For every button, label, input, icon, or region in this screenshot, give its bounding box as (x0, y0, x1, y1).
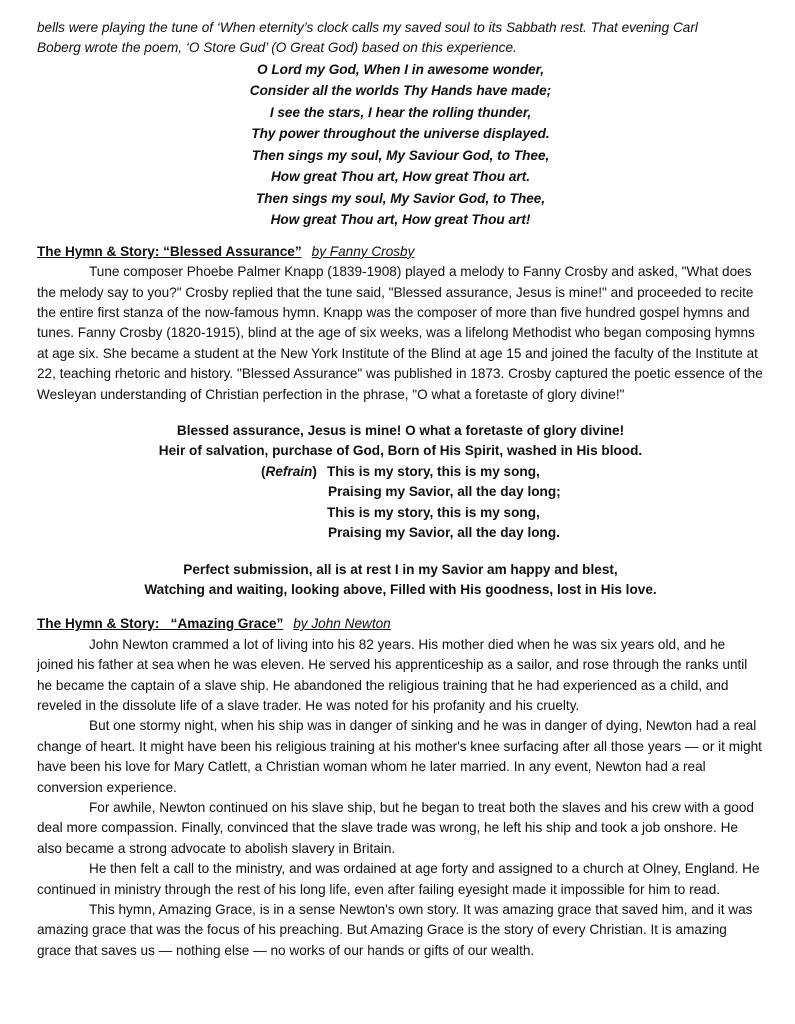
hymn-line: Blessed assurance, Jesus is mine! O what a foretaste of glory divine! (176, 423, 625, 439)
verse-line: Then sings my soul, My Saviour God, to Thee, (251, 147, 550, 163)
hymn-line: Perfect submission, all is at rest I in my Savior am happy and blest, (183, 561, 618, 577)
refrain-label: (Refrain) (261, 463, 317, 479)
verse-line: Consider all the worlds Thy Hands have made; (249, 83, 552, 99)
blessed-assurance-hymn (37, 421, 764, 600)
verse-line: I see the stars, I hear the rolling thunder, (269, 104, 532, 120)
section-author: by Fanny Crosby (311, 243, 415, 259)
section-title: The Hymn & Story: “Blessed Assurance” (37, 243, 302, 259)
refrain-line: Praising my Savior, all the day long. (328, 525, 560, 541)
intro-line: Boberg wrote the poem, ‘O Store Gud’ (O Great God) based on this experience. (37, 40, 517, 56)
section-heading-blessed-assurance (37, 242, 764, 262)
intro-line: bells were playing the tune of ‘When eternity’s clock calls my saved soul to its Sabbath rest. That evening Carl (37, 20, 698, 35)
document-page (37, 18, 764, 961)
hymn-line: Heir of salvation, purchase of God, Born of His Spirit, washed in His blood. (158, 443, 643, 459)
refrain-block (37, 462, 764, 544)
verse-line: Then sings my soul, My Savior God, to Thee, (255, 190, 546, 206)
section-paragraph: But one stormy night, when his ship was in danger of sinking and he was in danger of dying, Newton had a real change of heart. It might have been his religious training at his mother's knee surfacing after all those years — or it might have been his love for Mary Catlett, a Christian woman whom he later married. In any event, Newton had a real conversion experience. (37, 718, 762, 795)
section-paragraph: For awhile, Newton continued on his slave ship, but he began to treat both the slaves and his crew with a good deal more compassion. Finally, convinced that the slave trade was wrong, he left his ship and took a job onshore. He also became a strong advocate to abolish slavery in Britain. (37, 799, 754, 856)
refrain-line: This is my story, this is my song, (327, 504, 540, 520)
section-paragraph: He then felt a call to the ministry, and was ordained at age forty and assigned to a church at Olney, England. He continued in ministry through the rest of his long life, even after failing eyesight made it impossible for him to read. (37, 861, 760, 897)
verse-line: How great Thou art, How great Thou art! (270, 212, 531, 228)
verse-line: O Lord my God, When I in awesome wonder, (256, 61, 544, 77)
section-paragraph: This hymn, Amazing Grace, is in a sense Newton's own story. It was amazing grace that saved him, and it was amazing grace that was the focus of his preaching. But Amazing Grace is the story of every Christian. It is amazing grace that saves us — nothing else — no works of our hands or gifts of our wealth. (37, 902, 753, 958)
refrain-line: Praising my Savior, all the day long; (328, 484, 561, 500)
section-author: by John Newton (293, 616, 391, 632)
intro-text (37, 18, 764, 59)
section-paragraph: John Newton crammed a lot of living into his 82 years. His mother died when he was six years old, and he joined his father at sea when he was eleven. He served his apprenticeship as a sailor, and rose through the ranks until he became the captain of a slave ship. He abandoned the religious training that he had experienced as a child, and reveled in the dissolute life of a slave trader. He was noted for his profanity and his cruelty. (37, 636, 748, 713)
hymn-line: Watching and waiting, looking above, Filled with His goodness, lost in His love. (144, 581, 657, 597)
verse-line: How great Thou art, How great Thou art. (270, 169, 531, 185)
verse-line: Thy power throughout the universe displayed. (251, 126, 550, 142)
refrain-line: This is my story, this is my song, (327, 463, 540, 479)
section-heading-amazing-grace (37, 614, 764, 634)
how-great-thou-art-verse (37, 59, 764, 231)
section-title: The Hymn & Story: “Amazing Grace” (37, 616, 284, 632)
refrain-label-text: Refrain (265, 463, 313, 479)
section-paragraph: Tune composer Phoebe Palmer Knapp (1839-1908) played a melody to Fanny Crosby and asked, "What does the melody say to you?" Crosby replied that the tune said, "Blessed assurance, Jesus is mine!" and proceeded to recite the entire first stanza of the now-famous hymn. Knapp was the composer of more than five hundred gospel hymns and tunes. Fanny Crosby (1820-1915), blind at the age of six weeks, was a lifelong Methodist who began composing hymns at age six. She became a student at the New York Institute of the Blind at age 15 and joined the faculty of the Institute at 22, teaching rhetoric and history. "Blessed Assurance" was published in 1873. Crosby captured the poetic essence of the Wesleyan understanding of Christian perfection in the phrase, "O what a foretaste of glory divine!" (37, 264, 763, 402)
